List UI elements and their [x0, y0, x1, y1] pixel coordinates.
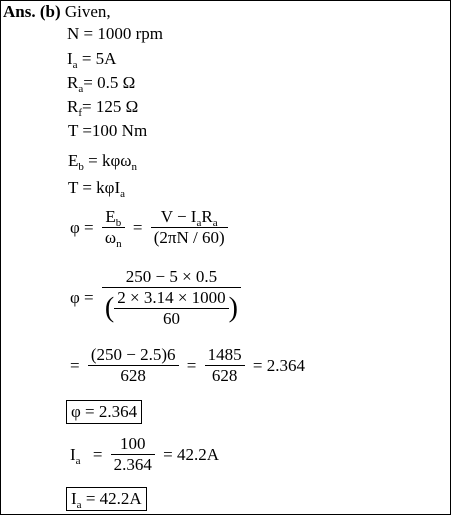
- given-torque: T =100 Nm: [68, 121, 148, 140]
- flux-fraction-1: $\frac{E_b}{\omega_n}$: [102, 207, 125, 248]
- flux-fraction-2: $\frac{V - I_aR_a}{(2\pi N / 60)}$: [151, 207, 228, 248]
- torque-formula: T = kφI$_a$: [68, 178, 126, 200]
- flux-substitution: φ = 250 − 5 × 0.5 ( $\frac{2 \times 3.14 \times 1000}{60}$ ): [66, 267, 241, 329]
- given-speed: N = 1000 rpm: [67, 24, 163, 43]
- simplification-step: = $\frac{(250 - 2.5)6}{628}$ = $\frac{1485}{628}$ = 2.364: [70, 345, 305, 385]
- given-field-resistance: $R_f= 125$ Ω: [67, 97, 139, 119]
- answer-label: Ans. (b): [3, 2, 61, 21]
- flux-definition: φ = $\frac{E_b}{\omega_n}$ = $\frac{V - I_aR_a}{(2\pi N / 60)}$: [66, 207, 228, 248]
- flux-substitution-fraction: 250 − 5 × 0.5 ( $\frac{2 \times 3.14 \times 1000}{60}$ ): [102, 267, 241, 329]
- given-label: Given,: [64, 2, 111, 21]
- back-emf-formula: $E_b = k\varphi\omega_n$: [68, 151, 137, 173]
- given-armature-current: $I_a = 5A$: [67, 49, 117, 71]
- given-armature-resistance: $R_a= 0.5$ Ω: [67, 73, 136, 95]
- flux-result-box: φ = 2.364: [66, 400, 142, 424]
- armature-current-calc: $I_a$ = $\frac{100}{2.364}$ = 42.2A: [70, 434, 220, 474]
- armature-current-result-box: $I_a = 42.2A$: [66, 487, 147, 511]
- answer-heading: [3, 2, 111, 22]
